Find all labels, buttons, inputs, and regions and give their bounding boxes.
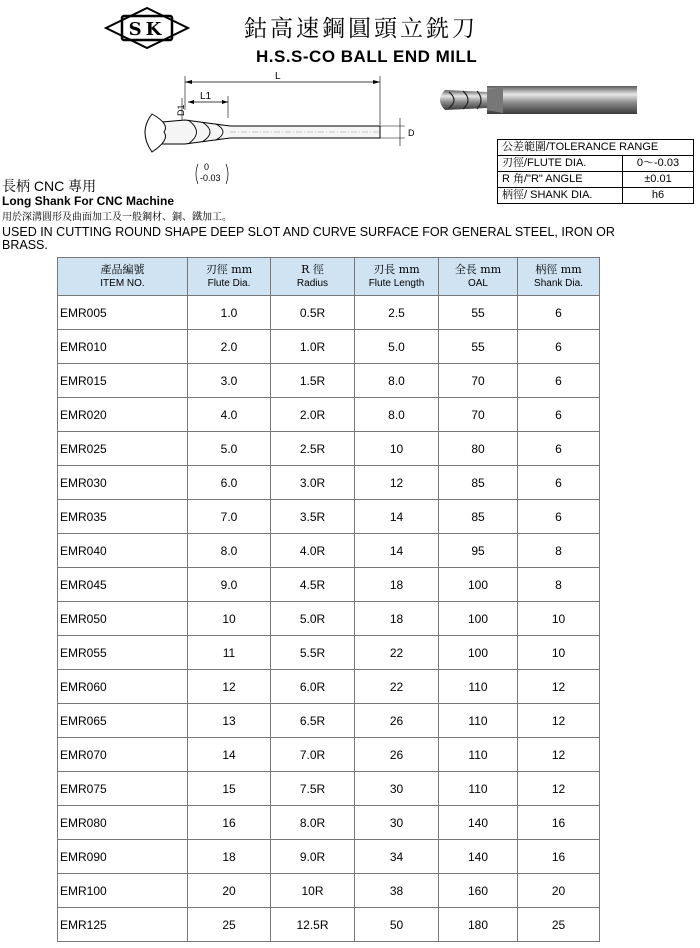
flute-dia-cell: 6.0 <box>188 466 271 500</box>
ball-end-mill-drawing <box>130 70 420 190</box>
radius-cell: 0.5R <box>271 296 355 330</box>
oal-cell: 140 <box>439 806 518 840</box>
description-en-heading: Long Shank For CNC Machine <box>2 194 175 208</box>
product-photo <box>435 78 645 122</box>
item-no-cell: EMR075 <box>58 772 188 806</box>
radius-cell: 7.5R <box>271 772 355 806</box>
radius-cell: 9.0R <box>271 840 355 874</box>
radius-cell: 12.5R <box>271 908 355 942</box>
item-no-cell: EMR060 <box>58 670 188 704</box>
flute-length-cell: 26 <box>355 738 439 772</box>
item-no-cell: EMR090 <box>58 840 188 874</box>
table-row <box>58 330 600 364</box>
shank-dia-cell: 6 <box>518 330 600 364</box>
table-row <box>58 704 600 738</box>
tolerance-value: ±0.01 <box>623 172 694 188</box>
header-shank-dia: 柄徑 mm Shank Dia. <box>518 258 600 296</box>
tolerance-label: R 角/"R" ANGLE <box>498 172 623 188</box>
flute-dia-cell: 1.0 <box>188 296 271 330</box>
shank-dia-cell: 25 <box>518 908 600 942</box>
table-row <box>58 398 600 432</box>
oal-cell: 110 <box>439 738 518 772</box>
header-flute-dia: 刃徑 mm Flute Dia. <box>188 258 271 296</box>
flute-length-cell: 18 <box>355 568 439 602</box>
item-no-cell: EMR070 <box>58 738 188 772</box>
oal-cell: 100 <box>439 568 518 602</box>
table-row <box>58 602 600 636</box>
table-row <box>58 874 600 908</box>
flute-length-cell: 14 <box>355 500 439 534</box>
oal-cell: 110 <box>439 772 518 806</box>
flute-length-cell: 38 <box>355 874 439 908</box>
title-chinese: 鈷高速鋼圓頭立銑刀 <box>244 16 478 42</box>
flute-dia-cell: 16 <box>188 806 271 840</box>
item-no-cell: EMR050 <box>58 602 188 636</box>
table-row <box>58 500 600 534</box>
title-english: H.S.S-CO BALL END MILL <box>256 47 478 66</box>
flute-length-cell: 22 <box>355 670 439 704</box>
oal-cell: 110 <box>439 670 518 704</box>
item-no-cell: EMR100 <box>58 874 188 908</box>
table-row <box>58 296 600 330</box>
flute-length-cell: 34 <box>355 840 439 874</box>
flute-dia-cell: 13 <box>188 704 271 738</box>
table-row <box>58 636 600 670</box>
radius-cell: 10R <box>271 874 355 908</box>
shank-dia-cell: 12 <box>518 772 600 806</box>
oal-cell: 100 <box>439 602 518 636</box>
flute-length-cell: 10 <box>355 432 439 466</box>
tolerance-table <box>497 139 694 204</box>
flute-length-cell: 14 <box>355 534 439 568</box>
radius-cell: 1.5R <box>271 364 355 398</box>
shank-dia-cell: 8 <box>518 534 600 568</box>
header-oal: 全長 mm OAL <box>439 258 518 296</box>
flute-dia-cell: 10 <box>188 602 271 636</box>
flute-dia-cell: 7.0 <box>188 500 271 534</box>
drawing-tol-top: 0 <box>204 162 210 172</box>
oal-cell: 85 <box>439 466 518 500</box>
table-row <box>58 806 600 840</box>
flute-length-cell: 26 <box>355 704 439 738</box>
header-flute-length: 刃長 mm Flute Length <box>355 258 439 296</box>
flute-length-cell: 2.5 <box>355 296 439 330</box>
shank-dia-cell: 10 <box>518 602 600 636</box>
flute-length-cell: 50 <box>355 908 439 942</box>
header-radius: R 徑 Radius <box>271 258 355 296</box>
item-no-cell: EMR025 <box>58 432 188 466</box>
oal-cell: 95 <box>439 534 518 568</box>
table-row <box>58 772 600 806</box>
table-row <box>58 364 600 398</box>
flute-length-cell: 30 <box>355 772 439 806</box>
shank-dia-cell: 12 <box>518 738 600 772</box>
tolerance-title: 公差範圍/TOLERANCE RANGE <box>498 140 694 156</box>
oal-cell: 110 <box>439 704 518 738</box>
flute-length-cell: 5.0 <box>355 330 439 364</box>
header-item-no: 產品編號 ITEM NO. <box>58 258 188 296</box>
table-row <box>58 738 600 772</box>
shank-dia-cell: 8 <box>518 568 600 602</box>
shank-dia-cell: 6 <box>518 296 600 330</box>
tolerance-label: 柄徑/ SHANK DIA. <box>498 188 623 204</box>
oal-cell: 180 <box>439 908 518 942</box>
shank-dia-cell: 6 <box>518 432 600 466</box>
spec-table <box>57 257 600 942</box>
oal-cell: 55 <box>439 330 518 364</box>
item-no-cell: EMR080 <box>58 806 188 840</box>
oal-cell: 55 <box>439 296 518 330</box>
flute-dia-cell: 11 <box>188 636 271 670</box>
radius-cell: 3.5R <box>271 500 355 534</box>
oal-cell: 70 <box>439 364 518 398</box>
table-row <box>58 840 600 874</box>
drawing-tol-bottom: -0.03 <box>200 173 221 183</box>
flute-dia-cell: 2.0 <box>188 330 271 364</box>
shank-dia-cell: 20 <box>518 874 600 908</box>
spec-table-header <box>58 258 600 296</box>
oal-cell: 140 <box>439 840 518 874</box>
table-row <box>58 534 600 568</box>
shank-dia-cell: 6 <box>518 364 600 398</box>
description-zh-heading: 長柄 CNC 專用 <box>2 178 97 194</box>
table-row <box>58 908 600 942</box>
radius-cell: 6.5R <box>271 704 355 738</box>
table-row <box>58 670 600 704</box>
table-row <box>58 466 600 500</box>
flute-dia-cell: 20 <box>188 874 271 908</box>
svg-text:SK: SK <box>128 19 166 40</box>
flute-length-cell: 18 <box>355 602 439 636</box>
radius-cell: 4.5R <box>271 568 355 602</box>
flute-dia-cell: 5.0 <box>188 432 271 466</box>
oal-cell: 70 <box>439 398 518 432</box>
item-no-cell: EMR045 <box>58 568 188 602</box>
tolerance-value: 0～-0.03 <box>623 156 694 172</box>
table-row <box>58 568 600 602</box>
shank-dia-cell: 12 <box>518 670 600 704</box>
shank-dia-cell: 6 <box>518 466 600 500</box>
oal-cell: 100 <box>439 636 518 670</box>
flute-length-cell: 30 <box>355 806 439 840</box>
flute-dia-cell: 9.0 <box>188 568 271 602</box>
oal-cell: 160 <box>439 874 518 908</box>
item-no-cell: EMR040 <box>58 534 188 568</box>
flute-dia-cell: 12 <box>188 670 271 704</box>
dim-L1-label: L1 <box>200 91 212 102</box>
item-no-cell: EMR125 <box>58 908 188 942</box>
flute-length-cell: 8.0 <box>355 398 439 432</box>
shank-dia-cell: 16 <box>518 840 600 874</box>
flute-dia-cell: 25 <box>188 908 271 942</box>
description-en-usage: USED IN CUTTING ROUND SHAPE DEEP SLOT AND CURVE SURFACE FOR GENERAL STEEL, IRON OR BRASS. <box>2 225 615 252</box>
sk-logo <box>104 6 190 50</box>
shank-dia-cell: 10 <box>518 636 600 670</box>
dim-L-label: L <box>275 71 281 82</box>
radius-cell: 7.0R <box>271 738 355 772</box>
shank-dia-cell: 6 <box>518 500 600 534</box>
description-zh-usage: 用於深溝圓形及曲面加工及一般鋼材、銅、鐵加工。 <box>2 212 232 223</box>
flute-dia-cell: 8.0 <box>188 534 271 568</box>
oal-cell: 80 <box>439 432 518 466</box>
item-no-cell: EMR015 <box>58 364 188 398</box>
radius-cell: 1.0R <box>271 330 355 364</box>
table-row <box>58 432 600 466</box>
radius-cell: 2.5R <box>271 432 355 466</box>
flute-dia-cell: 14 <box>188 738 271 772</box>
item-no-cell: EMR030 <box>58 466 188 500</box>
item-no-cell: EMR055 <box>58 636 188 670</box>
flute-length-cell: 22 <box>355 636 439 670</box>
radius-cell: 8.0R <box>271 806 355 840</box>
radius-cell: 4.0R <box>271 534 355 568</box>
radius-cell: 6.0R <box>271 670 355 704</box>
flute-dia-cell: 4.0 <box>188 398 271 432</box>
oal-cell: 85 <box>439 500 518 534</box>
radius-cell: 5.5R <box>271 636 355 670</box>
item-no-cell: EMR005 <box>58 296 188 330</box>
flute-dia-cell: 3.0 <box>188 364 271 398</box>
flute-dia-cell: 18 <box>188 840 271 874</box>
tolerance-label: 刃徑/FLUTE DIA. <box>498 156 623 172</box>
flute-dia-cell: 15 <box>188 772 271 806</box>
dim-D1-label: D1 <box>176 104 186 116</box>
dim-D-label: D <box>408 128 415 138</box>
flute-length-cell: 8.0 <box>355 364 439 398</box>
item-no-cell: EMR020 <box>58 398 188 432</box>
shank-dia-cell: 12 <box>518 704 600 738</box>
item-no-cell: EMR010 <box>58 330 188 364</box>
flute-length-cell: 12 <box>355 466 439 500</box>
shank-dia-cell: 16 <box>518 806 600 840</box>
radius-cell: 2.0R <box>271 398 355 432</box>
item-no-cell: EMR035 <box>58 500 188 534</box>
radius-cell: 3.0R <box>271 466 355 500</box>
radius-cell: 5.0R <box>271 602 355 636</box>
item-no-cell: EMR065 <box>58 704 188 738</box>
shank-dia-cell: 6 <box>518 398 600 432</box>
tolerance-value: h6 <box>623 188 694 204</box>
